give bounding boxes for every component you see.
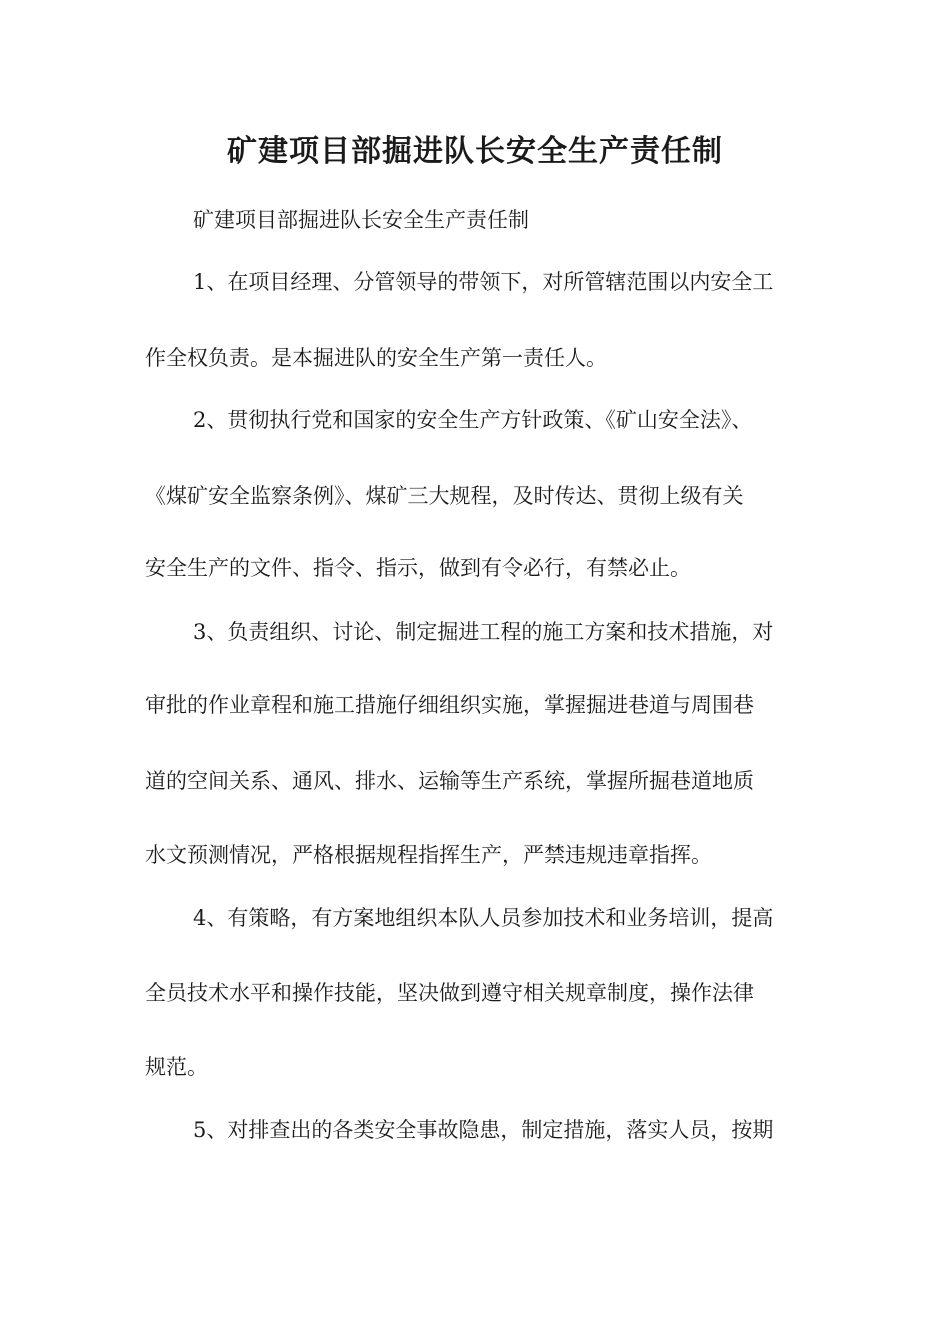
- paragraph-3-line-1: 3、负责组织、讨论、制定掘进工程的施工方案和技术措施，对: [193, 620, 774, 644]
- paragraph-2-line-3: 安全生产的文件、指令、指示，做到有令必行，有禁必止。: [145, 556, 691, 580]
- subtitle-line: 矿建项目部掘进队长安全生产责任制: [193, 208, 529, 232]
- paragraph-2-line-1: 2、贯彻执行党和国家的安全生产方针政策、《矿山安全法》、: [193, 408, 753, 432]
- paragraph-3-line-3: 道的空间关系、通风、排水、运输等生产系统，掌握所掘巷道地质: [145, 769, 754, 793]
- paragraph-4-line-3: 规范。: [145, 1055, 208, 1079]
- paragraph-3-line-4: 水文预测情况，严格根据规程指挥生产，严禁违规违章指挥。: [145, 843, 712, 867]
- paragraph-2-line-2: 《煤矿安全监察条例》、煤矿三大规程，及时传达、贯彻上级有关: [145, 484, 744, 508]
- paragraph-5-line-1: 5、对排查出的各类安全事故隐患，制定措施，落实人员，按期: [193, 1118, 774, 1142]
- paragraph-4-line-2: 全员技术水平和操作技能，坚决做到遵守相关规章制度，操作法律: [145, 981, 754, 1005]
- document-title: 矿建项目部掘进队长安全生产责任制: [227, 134, 723, 169]
- paragraph-4-line-1: 4、有策略，有方案地组织本队人员参加技术和业务培训，提高: [193, 906, 774, 930]
- paragraph-3-line-2: 审批的作业章程和施工措施仔细组织实施，掌握掘进巷道与周围巷: [145, 693, 754, 717]
- paragraph-1-line-2: 作全权负责。是本掘进队的安全生产第一责任人。: [145, 346, 607, 370]
- paragraph-1-line-1: 1、在项目经理、分管领导的带领下，对所管辖范围以内安全工: [193, 270, 774, 294]
